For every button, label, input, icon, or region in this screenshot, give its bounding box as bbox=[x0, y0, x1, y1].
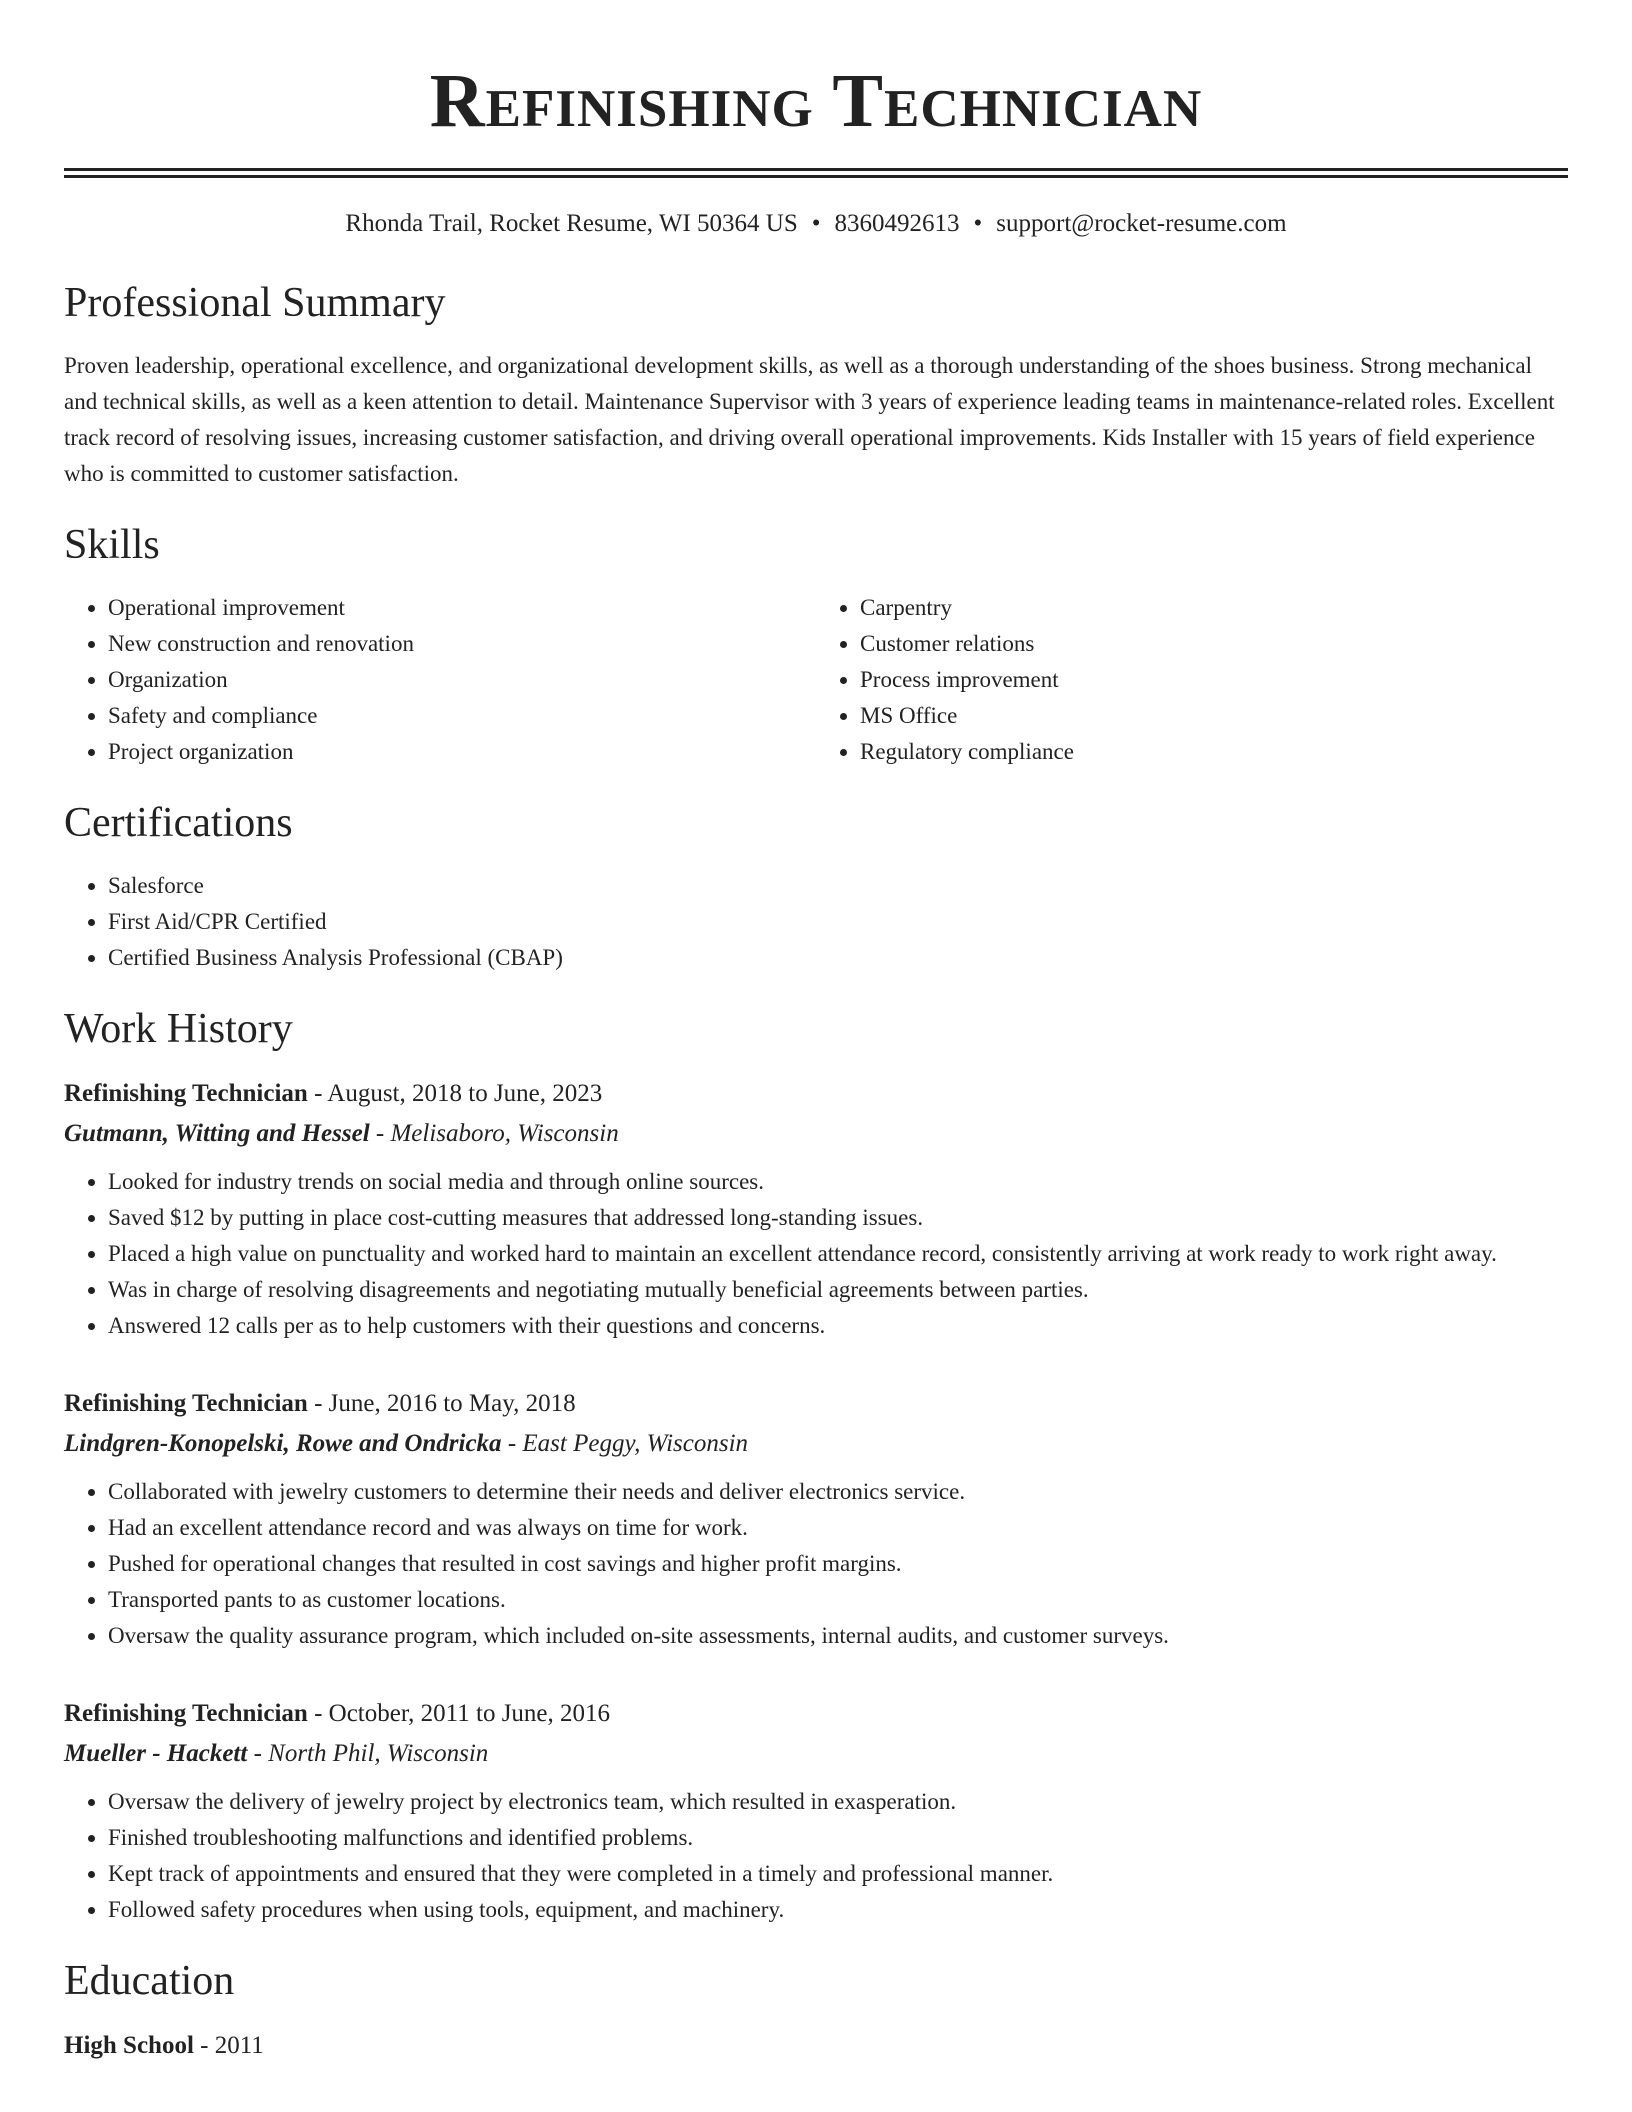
contact-email: support@rocket-resume.com bbox=[996, 210, 1287, 237]
education-entry bbox=[64, 2026, 1568, 2066]
job-bullet: • Oversaw the delivery of jewelry project by electronics team, which resulted in exasperation. bbox=[108, 1784, 1568, 1820]
education-year: - 2011 bbox=[193, 2032, 264, 2059]
work-history-heading: Work History bbox=[64, 1006, 293, 1052]
job-entry bbox=[64, 1074, 1568, 1344]
contact-address: Rhonda Trail, Rocket Resume, WI 50364 US bbox=[345, 210, 798, 237]
job-bullet: • Followed safety procedures when using tools, equipment, and machinery. bbox=[108, 1892, 1568, 1928]
job-bullet: • Kept track of appointments and ensured that they were completed in a timely and professional manner. bbox=[108, 1856, 1568, 1892]
job-entry bbox=[64, 1694, 1568, 1928]
skill-item: • Safety and compliance bbox=[108, 698, 816, 734]
certification-item: • Salesforce bbox=[108, 868, 1568, 904]
job-title: Refinishing Technician bbox=[64, 1700, 308, 1727]
resume-name: Refinishing Technician bbox=[429, 59, 1203, 143]
job-company-line bbox=[64, 1114, 1568, 1154]
job-bullet: • Finished troubleshooting malfunctions and identified problems. bbox=[108, 1820, 1568, 1856]
contact-separator: • bbox=[811, 210, 821, 237]
skills-list-right bbox=[816, 590, 1568, 770]
certification-item: • Certified Business Analysis Professional (CBAP) bbox=[108, 940, 1568, 976]
contact-line bbox=[64, 208, 1568, 240]
job-bullet: • Had an excellent attendance record and was always on time for work. bbox=[108, 1510, 1568, 1546]
certifications-heading: Certifications bbox=[64, 800, 293, 846]
job-title: Refinishing Technician bbox=[64, 1080, 308, 1107]
job-bullets bbox=[64, 1164, 1568, 1344]
skills-list-left bbox=[64, 590, 816, 770]
skills-heading: Skills bbox=[64, 522, 160, 568]
header-divider bbox=[64, 168, 1568, 178]
job-bullet: • Looked for industry trends on social media and through online sources. bbox=[108, 1164, 1568, 1200]
skill-item: • Carpentry bbox=[860, 590, 1568, 626]
certifications-list bbox=[64, 868, 1568, 976]
summary-heading: Professional Summary bbox=[64, 280, 446, 326]
skill-item: • Regulatory compliance bbox=[860, 734, 1568, 770]
work-history-section bbox=[64, 1004, 1568, 1928]
job-dates: - October, 2011 to June, 2016 bbox=[307, 1700, 611, 1727]
certification-item: • First Aid/CPR Certified bbox=[108, 904, 1568, 940]
job-dates: - August, 2018 to June, 2023 bbox=[307, 1080, 603, 1107]
job-title-line bbox=[64, 1384, 1568, 1424]
job-entry bbox=[64, 1384, 1568, 1654]
resume-page bbox=[64, 0, 1568, 2066]
skill-item: • Customer relations bbox=[860, 626, 1568, 662]
job-bullet: • Placed a high value on punctuality and worked hard to maintain an excellent attendance record, consistently arriving at work ready to work right away. bbox=[108, 1236, 1568, 1272]
job-title: Refinishing Technician bbox=[64, 1390, 308, 1417]
job-bullet: • Answered 12 calls per as to help customers with their questions and concerns. bbox=[108, 1308, 1568, 1344]
skills-columns bbox=[64, 590, 1568, 770]
job-bullet: • Transported pants to as customer locations. bbox=[108, 1582, 1568, 1618]
job-title-line bbox=[64, 1694, 1568, 1734]
contact-phone: 8360492613 bbox=[834, 210, 960, 237]
summary-text: Proven leadership, operational excellence, and organizational development skills, as well as a thorough understanding of the shoes business. Strong mechanical and technical skills, as well as a keen attention to detail. Maintenance Supervisor with 3 years of experience leading teams in maintenance-related roles. Excellent track record of resolving issues, increasing customer satisfaction, and driving overall operational improvements. Kids Installer with 15 years of field experience who is committed to customer satisfaction. bbox=[64, 353, 1555, 486]
job-location: - East Peggy, Wisconsin bbox=[501, 1430, 749, 1457]
skill-item: • Operational improvement bbox=[108, 590, 816, 626]
education-heading: Education bbox=[64, 1958, 235, 2004]
job-bullet: • Was in charge of resolving disagreements and negotiating mutually beneficial agreements between parties. bbox=[108, 1272, 1568, 1308]
summary-section bbox=[64, 278, 1568, 492]
job-bullets bbox=[64, 1784, 1568, 1928]
job-bullet: • Collaborated with jewelry customers to determine their needs and deliver electronics service. bbox=[108, 1474, 1568, 1510]
skill-item: • MS Office bbox=[860, 698, 1568, 734]
job-company-line bbox=[64, 1734, 1568, 1774]
certifications-section bbox=[64, 798, 1568, 976]
job-bullet: • Pushed for operational changes that resulted in cost savings and higher profit margins. bbox=[108, 1546, 1568, 1582]
job-company: Mueller - Hackett bbox=[64, 1740, 248, 1767]
job-company-line bbox=[64, 1424, 1568, 1464]
skill-item: • Organization bbox=[108, 662, 816, 698]
job-location: - North Phil, Wisconsin bbox=[247, 1740, 489, 1767]
job-dates: - June, 2016 to May, 2018 bbox=[307, 1390, 576, 1417]
job-company: Gutmann, Witting and Hessel bbox=[64, 1120, 370, 1147]
education-section bbox=[64, 1956, 1568, 2066]
job-location: - Melisaboro, Wisconsin bbox=[369, 1120, 619, 1147]
skill-item: • Project organization bbox=[108, 734, 816, 770]
job-company: Lindgren-Konopelski, Rowe and Ondricka bbox=[64, 1430, 502, 1457]
education-degree: High School bbox=[64, 2032, 194, 2059]
job-bullet: • Oversaw the quality assurance program, which included on-site assessments, internal audits, and customer surveys. bbox=[108, 1618, 1568, 1654]
skill-item: • Process improvement bbox=[860, 662, 1568, 698]
job-bullets bbox=[64, 1474, 1568, 1654]
contact-separator: • bbox=[973, 210, 983, 237]
skills-section bbox=[64, 520, 1568, 770]
skill-item: • New construction and renovation bbox=[108, 626, 816, 662]
job-bullet: • Saved $12 by putting in place cost-cutting measures that addressed long-standing issues. bbox=[108, 1200, 1568, 1236]
job-title-line bbox=[64, 1074, 1568, 1114]
